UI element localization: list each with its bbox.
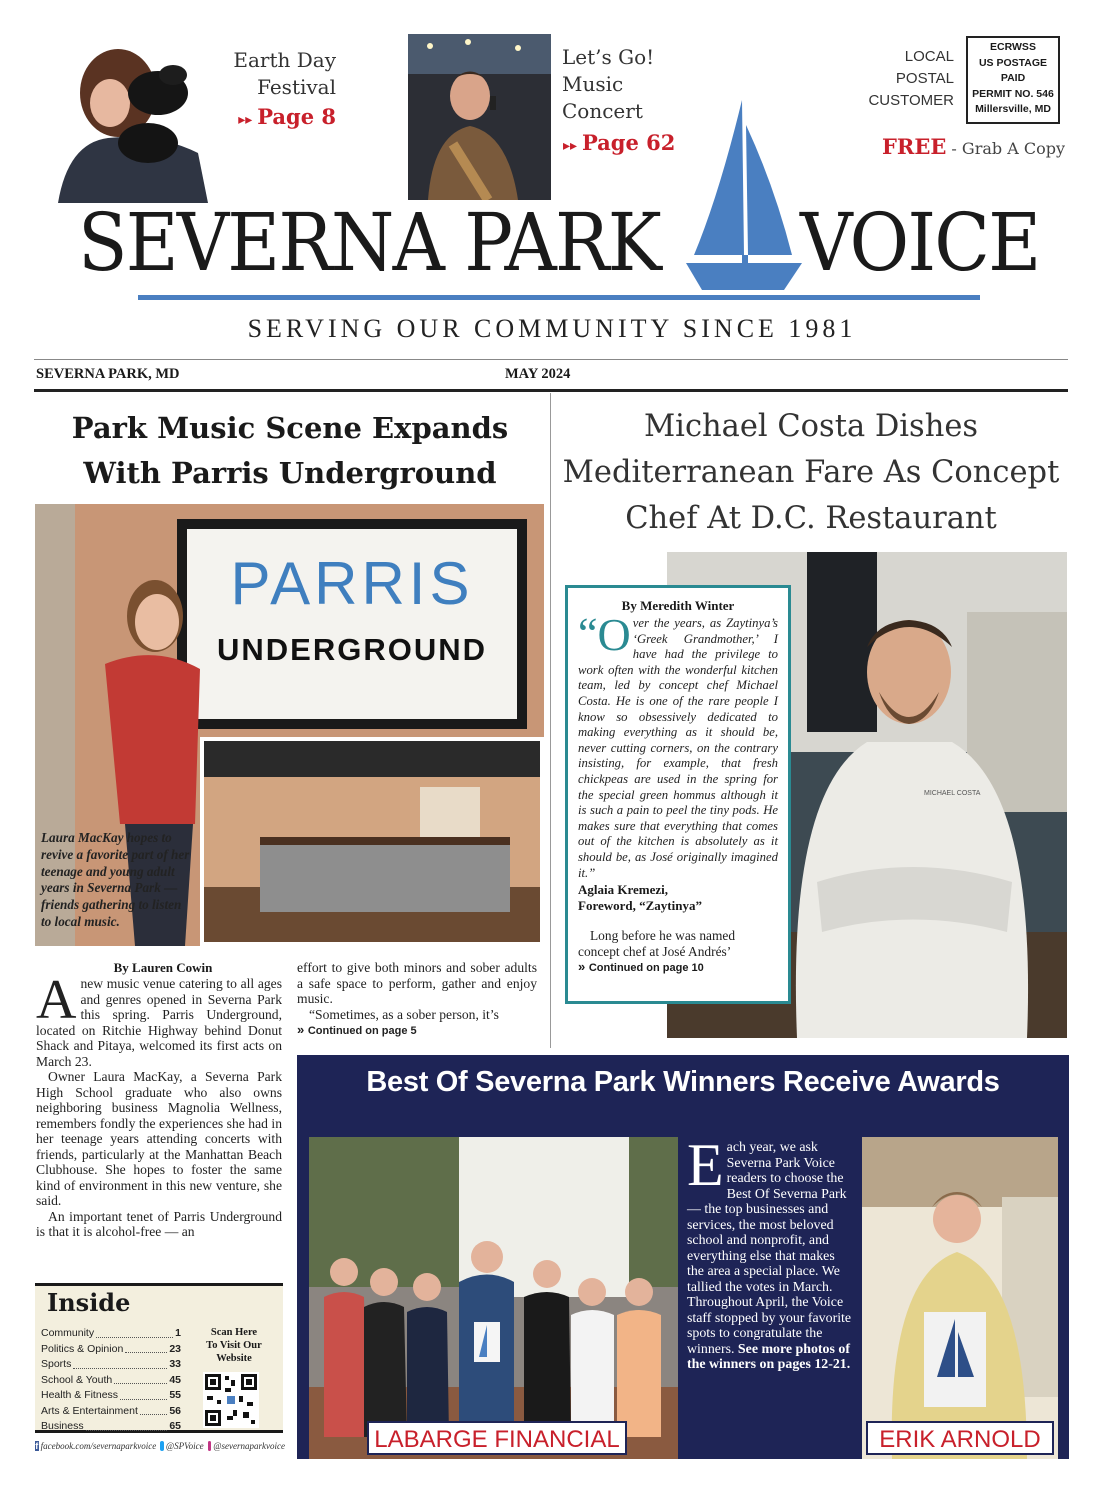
parris-sign-word-2: UNDERGROUND [217,632,487,667]
erik-arnold-photo[interactable] [862,1137,1058,1459]
costa-drop-cap: O [597,609,631,660]
instagram-handle[interactable]: @severnaparkvoice [213,1441,286,1451]
twitter-handle[interactable]: @SPVoice [165,1441,204,1451]
best-of-panel [297,1055,1069,1459]
dateline-rule [34,389,1068,392]
costa-body: Long before he was named concept chef at José Andrés’ [578,928,736,959]
best-of-body: Each year, we ask Severna Park Voice readers to choose the Best Of Severna Park — the top businesses and services, the most beloved school and nonprofit, and everything else that makes the area a special place. We tallied the votes in March. Throughout April, the Voice staff stopped by your favorite spots to congratulate the winners. See more photos of the winners on pages 12-21. [687,1132,852,1372]
local-postal-customer: LOCAL POSTAL CUSTOMER [868,48,954,109]
costa-headline[interactable]: Michael Costa Dishes Mediterranean Fare As Concept Chef At D.C. Restaurant [562,409,1060,536]
toc-item[interactable]: Arts & Entertainment 56 [41,1404,181,1417]
social-bar [35,1441,285,1451]
postage-permit-box: ECRWSS US POSTAGE PAID PERMIT NO. 546 Millersville, MD [966,36,1060,124]
free-label: FREE [881,134,947,159]
sailboat-logo [684,95,804,305]
facebook-icon[interactable]: f [35,1441,39,1451]
masthead-name-right: VOICE [800,196,1040,289]
labarge-financial-photo[interactable] [309,1137,678,1459]
inside-toc [41,1326,181,1435]
parris-headline[interactable]: Park Music Scene Expands With Parris Underground [71,411,509,490]
toc-item[interactable]: School & Youth 45 [41,1373,181,1386]
parris-bar-photo[interactable] [200,737,544,946]
toc-item[interactable]: Health & Fitness 55 [41,1389,181,1401]
parris-drop-cap: A [36,969,77,1031]
costa-jacket-text: MICHAEL COSTA [924,790,981,797]
costa-quote-box [565,585,791,1004]
dateline-location: SEVERNA PARK, MD [36,366,180,382]
scan-here-label: Scan Here To Visit Our Website [206,1327,262,1364]
promo-link-page-62[interactable]: ▸▸ Page 62 [563,130,676,155]
parris-body-col1: A new music venue catering to all ages and genres opened in Severna Park this spring. Parris Underground, located on Ritchie Highway behind Donut Shack and Pitaya, welcomed its first acts on March 23. Owner Laura MacKay, a Severna Park High School graduate who also owns neighboring business Magnolia Wellness, remembers fondly the experiences she had in her teenage years attending concerts with friends, particularly at the Manhattan Beach Clubhouse. She hopes to foster the same kind of environment in this new venture, she said. An important tenet of Parris Underground is that it is alcohol-free — an [36,969,282,1239]
instagram-icon[interactable] [208,1441,212,1451]
costa-byline: By Meredith Winter [621,598,735,613]
qr-code-icon[interactable] [203,1372,259,1428]
toc-item[interactable]: Business 65 [41,1420,181,1432]
costa-quote: “ O ver the years, as Zaytinya’s ‘Greek Grandmother,’ I have had the privilege to work often with the wonderful kitchen team, led by concept chef Michael Costa. He is one of the rare people I know so obsessively dedicated to making everything as it should be, never cutting corners, on the contrary insisting, for example, that fresh chickpeas are used in the spring for the special green hommus although it is such a pain to peel the tiny pods. He makes sure that everything that comes out of the kitchen is absolutely as it should be, as José originally imagined it.” [578,609,778,880]
costa-attribution: Aglaia Kremezi, Foreword, “Zaytinya” [578,882,702,914]
costa-quote-mark: “ [578,609,598,658]
masthead-name-left: SEVERNA PARK [78,196,660,289]
masthead-tagline: SERVING OUR COMMUNITY SINCE 1981 [247,314,857,343]
erik-arnold-label: ERIK ARNOLD [866,1421,1054,1455]
parris-body-col2: effort to give both minors and sober adults a safe space to perform, gather and enjoy music. “Sometimes, as a sober person, it’s » Continued on page 5 [297,960,537,1040]
parris-sign-word-1: PARRIS [230,550,474,617]
facebook-handle[interactable]: facebook.com/severnaparkvoice [40,1441,157,1451]
promo-photo-concert[interactable] [408,34,551,200]
toc-item[interactable]: Politics & Opinion 23 [41,1342,181,1355]
best-of-drop-cap: E [687,1132,724,1198]
twitter-icon[interactable] [160,1441,164,1451]
inside-box [35,1283,283,1433]
masthead-underline [138,295,980,300]
masthead-rule [34,359,1068,360]
toc-item[interactable]: Sports 33 [41,1358,181,1370]
free-copy-note: FREE - Grab A Copy [881,134,1065,159]
labarge-financial-label: LABARGE FINANCIAL [367,1421,627,1455]
promo-title-earth-day: Earth Day Festival [233,48,336,99]
toc-item[interactable]: Community 1 [41,1327,181,1339]
costa-continued-link[interactable]: » Continued on page 10 [578,959,704,975]
promo-link-page-8[interactable]: ▸▸ Page 8 [238,104,336,129]
best-of-headline[interactable]: Best Of Severna Park Winners Receive Awards [366,1066,1000,1098]
inside-title: Inside [47,1288,131,1317]
column-divider [550,393,551,1048]
promo-photo-earth-day[interactable] [48,33,213,203]
parris-continued-link[interactable]: » Continued on page 5 [297,1022,417,1037]
parris-photo-caption: Laura MacKay hopes to revive a favorite part of her teenage and young adult years in Severna Park — friends gathering to listen to local music. [41,830,190,929]
dateline-date: MAY 2024 [505,366,571,382]
promo-title-concert: Let’s Go! Music Concert [562,45,655,123]
parris-byline: By Lauren Cowin [113,960,213,975]
